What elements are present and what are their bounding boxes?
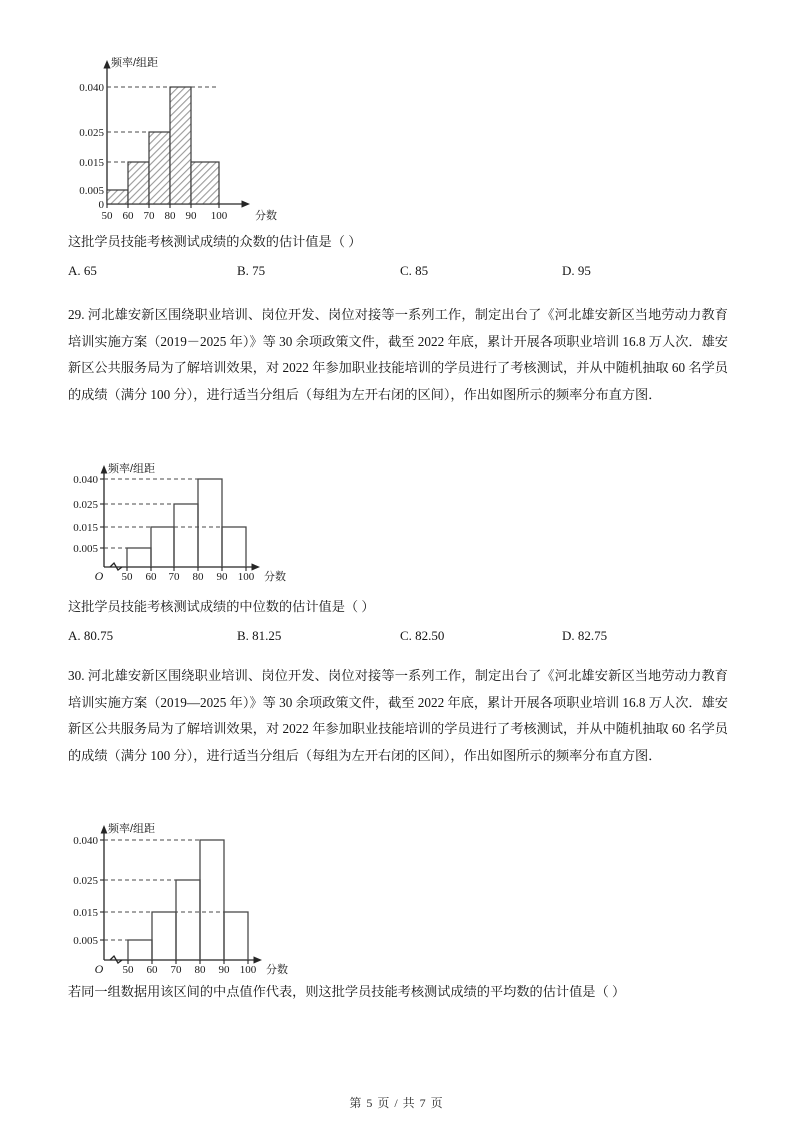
xtick-label: 90 <box>218 964 230 976</box>
xtick-label: 70 <box>170 964 182 976</box>
question-prompt-median: 这批学员技能考核测试成绩的中位数的估计值是（ ） <box>68 599 375 614</box>
xtick-label: 80 <box>164 210 176 222</box>
question-body-29: 29. 河北雄安新区围绕职业培训、岗位开发、岗位对接等一系列工作，制定出台了《河北雄安新区当地劳动力教育培训实施方案（2019－2025 年）》等 30 余项政策文件，截至 2022 年底，累计开展各项职业培训 16.8 万人次．雄安新区公共服务局为了解培训效果，对 2022 年参加职业技能培训的学员进行了考核测试，并从中随机抽取 60 名学员的成绩（满分 100 分），进行适当分组后（每组为左开右闭的区间），作出如图所示的频率分布直方图． <box>68 307 728 402</box>
question-prompt-mode: 这批学员技能考核测试成绩的众数的估计值是（ ） <box>68 234 362 249</box>
y-axis <box>101 465 108 567</box>
xtick-label: 90 <box>216 571 228 582</box>
ytick-label: 0.040 <box>79 82 104 94</box>
option-a[interactable]: A. 65 <box>68 263 97 278</box>
option-a[interactable]: A. 80.75 <box>68 628 114 643</box>
page-footer: 第 5 页 / 共 7 页 <box>349 1096 444 1110</box>
ytick-label: 0.040 <box>73 835 98 847</box>
chart-histogram-q30 <box>64 812 314 977</box>
option-d[interactable]: D. 95 <box>562 263 591 278</box>
y-axis-title: 频率/组距 <box>111 57 159 69</box>
origin-label: O <box>94 962 104 976</box>
xtick-label: 90 <box>185 210 197 222</box>
xtick-label: 100 <box>210 210 228 222</box>
xtick-label: 80 <box>194 964 206 976</box>
xtick-label: 60 <box>146 964 158 976</box>
question-body-30: 30. 河北雄安新区围绕职业培训、岗位开发、岗位对接等一系列工作，制定出台了《河北雄安新区当地劳动力教育培训实施方案（2019—2025 年）》等 30 余项政策文件，截至 2022 年底，累计开展各项职业培训 16.8 万人次．雄安新区公共服务局为了解培训效果，对 2022 年参加职业技能培训的学员进行了考核测试，并从中随机抽取 60 名学员的成绩（满分 100 分），进行适当分组后（每组为左开右闭的区间），作出如图所示的频率分布直方图． <box>68 668 728 763</box>
xtick-label: 100 <box>237 571 255 582</box>
option-c[interactable]: C. 85 <box>400 263 429 278</box>
option-b[interactable]: B. 81.25 <box>237 628 282 643</box>
ytick-label: 0.025 <box>79 127 104 139</box>
chart-histogram-top <box>64 52 314 227</box>
histogram-bars <box>107 87 219 204</box>
ytick-label: 0.015 <box>73 522 98 534</box>
question-prompt-mean: 若同一组数据用该区间的中点值作代表，则这批学员技能考核测试成绩的平均数的估计值是（ ） <box>68 984 626 999</box>
xtick-label: 70 <box>168 571 180 582</box>
option-d[interactable]: D. 82.75 <box>562 628 608 643</box>
xtick-label: 50 <box>121 571 133 582</box>
gridlines <box>104 479 246 548</box>
ytick-label: 0.025 <box>73 875 98 887</box>
y-axis-title: 频率/组距 <box>108 823 156 835</box>
option-b[interactable]: B. 75 <box>237 263 266 278</box>
options-row-q28 <box>68 263 748 283</box>
origin-label: O <box>94 569 104 582</box>
xtick-label: 70 <box>143 210 155 222</box>
histogram-bars <box>127 479 246 567</box>
ytick-label: 0.005 <box>73 935 98 947</box>
ytick-label: 0.025 <box>73 499 98 511</box>
x-axis-title: 分数 <box>264 571 286 582</box>
xtick-label: 50 <box>122 964 134 976</box>
option-c[interactable]: C. 82.50 <box>400 628 445 643</box>
x-axis-title: 分数 <box>255 210 277 222</box>
xtick-label: 80 <box>192 571 204 582</box>
chart-histogram-q29 <box>64 452 314 582</box>
xtick-label: 50 <box>101 210 113 222</box>
x-axis-title: 分数 <box>266 964 288 976</box>
xtick-label: 60 <box>145 571 157 582</box>
y-axis-title: 频率/组距 <box>108 463 156 475</box>
options-row-q29 <box>68 628 748 648</box>
xtick-label: 60 <box>122 210 134 222</box>
ytick-label: 0.015 <box>79 157 104 169</box>
ytick-label: 0.015 <box>73 907 98 919</box>
histogram-bars <box>128 840 248 960</box>
ytick-label: 0.005 <box>79 185 104 197</box>
ytick-label: 0.040 <box>73 474 98 486</box>
ytick-label: 0.005 <box>73 543 98 555</box>
ytick-label-zero: 0 <box>98 199 104 211</box>
xtick-label: 100 <box>239 964 257 976</box>
